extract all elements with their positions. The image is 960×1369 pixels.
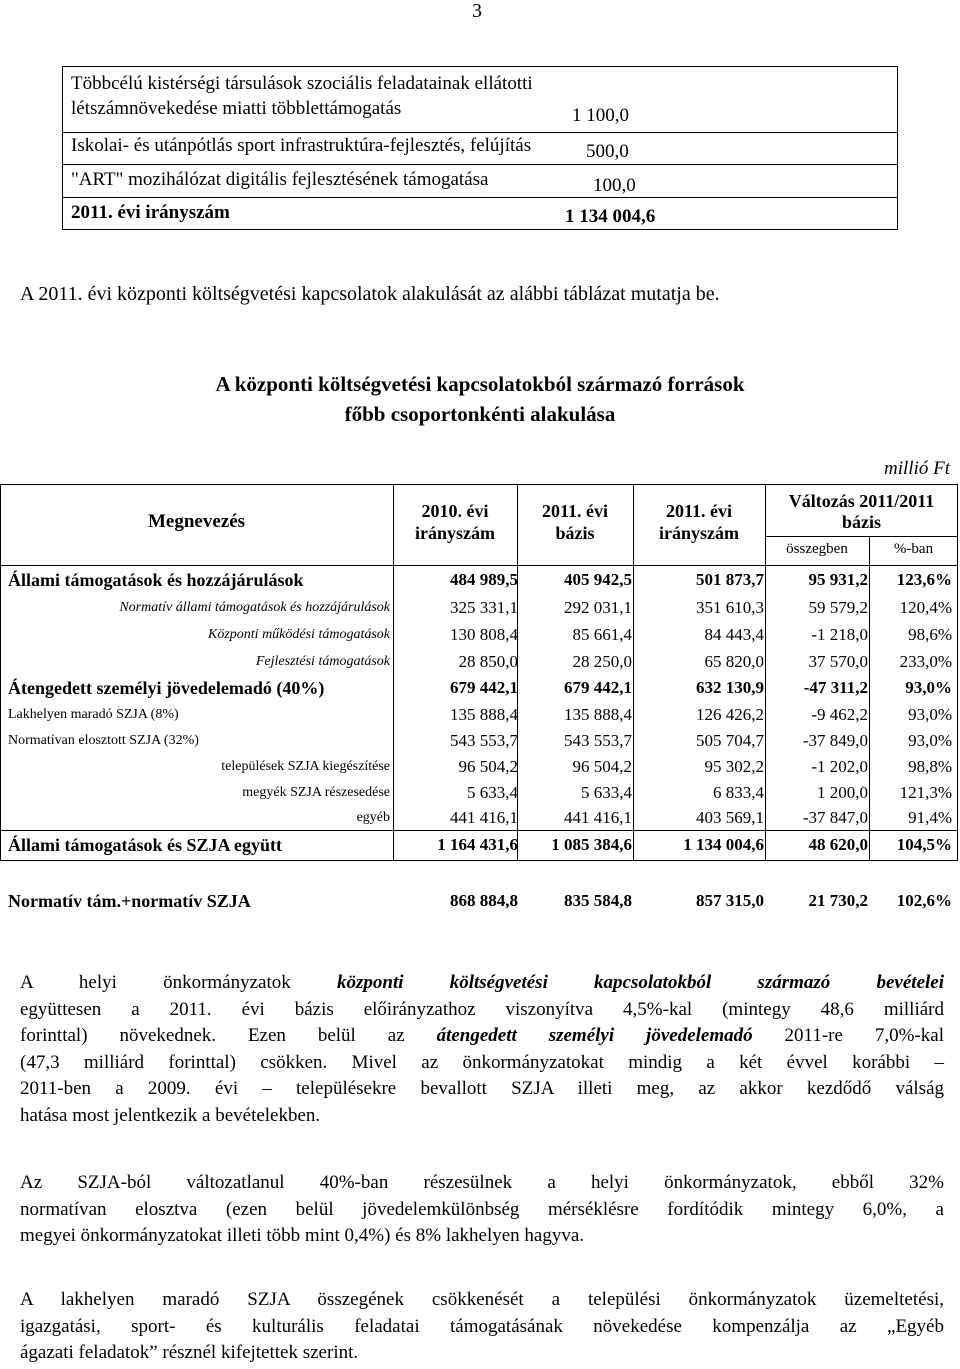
table-row bbox=[0, 705, 960, 731]
table-row bbox=[0, 570, 960, 596]
paragraph-line: együttesen a 2011. évi bázis előirányzathoz viszonyítva 4,5%-kal (mintegy 48,6 milliárd bbox=[20, 998, 944, 1020]
row-name: települések SZJA kiegészítése bbox=[221, 759, 390, 774]
cell: -9 462,2 bbox=[811, 705, 868, 724]
header-change-line1: Változás 2011/2011 bbox=[788, 491, 935, 511]
cell: 292 031,1 bbox=[564, 598, 632, 617]
row-name: Normatívan elosztott SZJA (32%) bbox=[8, 733, 199, 748]
cell: 65 820,0 bbox=[704, 652, 764, 671]
summary-row-label: létszámnövekedése miatti többlettámogatás bbox=[71, 98, 402, 119]
cell: -1 202,0 bbox=[811, 757, 868, 776]
cell: 6 833,4 bbox=[713, 783, 764, 802]
header-col2-line1: 2011. évi bbox=[542, 501, 608, 521]
cell: 93,0% bbox=[908, 705, 952, 724]
paragraph-line: megyei önkormányzatokat illeti több mint 0,4%) és 8% lakhelyen hagyva. bbox=[20, 1225, 585, 1246]
cell: 91,4% bbox=[908, 808, 952, 827]
cell: 98,6% bbox=[908, 625, 952, 644]
cell: 98,8% bbox=[908, 757, 952, 776]
cell: 405 942,5 bbox=[564, 570, 632, 589]
cell: 403 569,1 bbox=[696, 808, 764, 827]
cell: 59 579,2 bbox=[808, 598, 868, 617]
cell: 130 808,4 bbox=[450, 625, 518, 644]
cell: -37 849,0 bbox=[802, 731, 868, 750]
cell: 233,0% bbox=[899, 652, 952, 671]
summary-row-1 bbox=[63, 73, 897, 133]
normativ-row bbox=[0, 891, 960, 917]
row-name: Normatív állami támogatások és hozzájárulások bbox=[119, 600, 390, 615]
paragraph-2 bbox=[20, 1170, 944, 1250]
summary-row-value: 1 100,0 bbox=[572, 105, 629, 126]
page-number: 3 bbox=[472, 0, 482, 22]
summary-row-2 bbox=[63, 135, 897, 161]
header-change-pct: %-ban bbox=[893, 541, 934, 557]
cell: 5 633,4 bbox=[581, 783, 632, 802]
cell: 48 620,0 bbox=[808, 835, 868, 854]
text-run: 2011-re 7,0%-kal bbox=[752, 1025, 944, 1046]
table-row bbox=[0, 652, 960, 678]
cell: 93,0% bbox=[905, 678, 952, 697]
cell: 84 443,4 bbox=[704, 625, 764, 644]
paragraph-line: hatása most jelentkezik a bevételekben. bbox=[20, 1104, 321, 1126]
paragraph-1 bbox=[20, 970, 944, 1129]
row-name: Központi működési támogatások bbox=[208, 627, 390, 642]
paragraph-line: (47,3 milliárd forinttal) csökken. Mivel az önkormányzatokat mindig a két évvel korábbi – bbox=[20, 1051, 944, 1073]
cell: 543 553,7 bbox=[564, 731, 632, 750]
table-row bbox=[0, 598, 960, 624]
text-run: A helyi önkormányzatok bbox=[20, 972, 337, 993]
summary-row-value: 100,0 bbox=[593, 175, 636, 196]
cell: 95 931,2 bbox=[808, 570, 868, 589]
emphasis-text: központi költségvetési kapcsolatokból származó bevételei bbox=[336, 972, 944, 993]
paragraph-line: A lakhelyen maradó SZJA összegének csökkenését a települési önkormányzatok üzemeltetési, bbox=[20, 1289, 944, 1310]
row-name: Állami támogatások és SZJA együtt bbox=[8, 835, 282, 855]
cell: -47 311,2 bbox=[803, 678, 868, 697]
cell: 95 302,2 bbox=[704, 757, 764, 776]
row-name: Fejlesztési támogatások bbox=[255, 654, 390, 669]
cell: 543 553,7 bbox=[450, 731, 518, 750]
cell: 123,6% bbox=[896, 570, 952, 589]
header-col3-line1: 2011. évi bbox=[666, 501, 732, 521]
cell: 93,0% bbox=[908, 731, 952, 750]
table-row bbox=[0, 783, 960, 809]
cell: 501 873,7 bbox=[696, 570, 764, 589]
table-row bbox=[0, 625, 960, 651]
cell: 96 504,2 bbox=[458, 757, 518, 776]
unit-label: millió Ft bbox=[884, 458, 950, 479]
summary-row-label: Iskolai- és utánpótlás sport infrastruktúra-fejlesztés, felújítás bbox=[71, 135, 532, 156]
cell: 126 426,2 bbox=[696, 705, 764, 724]
cell: 85 661,4 bbox=[572, 625, 632, 644]
cell: 104,5% bbox=[896, 835, 952, 854]
intro-text: A 2011. évi központi költségvetési kapcsolatok alakulását az alábbi táblázat mutatja be. bbox=[20, 283, 720, 305]
row-name: megyék SZJA részesedése bbox=[242, 785, 390, 800]
paragraph-line: ágazati feladatok” résznél kifejtettek szerint. bbox=[20, 1342, 359, 1363]
table-row bbox=[0, 678, 960, 704]
cell: 96 504,2 bbox=[572, 757, 632, 776]
cell: 102,6% bbox=[896, 891, 952, 910]
paragraph-line: Az SZJA-ból változatlanul 40%-ban részesülnek a helyi önkormányzatok, ebből 32% bbox=[20, 1172, 944, 1193]
row-name: Lakhelyen maradó SZJA (8%) bbox=[8, 707, 179, 722]
cell: 441 416,1 bbox=[450, 808, 518, 827]
table-title-line2: főbb csoportonkénti alakulása bbox=[344, 402, 616, 426]
cell: 679 442,1 bbox=[564, 678, 632, 697]
header-col1-line1: 2010. évi bbox=[421, 501, 489, 521]
cell: 135 888,4 bbox=[564, 705, 632, 724]
summary-row-label: Többcélú kistérségi társulások szociális feladatainak ellátotti bbox=[71, 73, 533, 94]
header-change-line2: bázis bbox=[841, 512, 881, 532]
cell: 1 134 004,6 bbox=[683, 835, 764, 854]
cell: 121,3% bbox=[899, 783, 952, 802]
summary-row-3 bbox=[63, 169, 897, 195]
paragraph-3 bbox=[20, 1287, 944, 1367]
cell: 868 884,8 bbox=[450, 891, 518, 910]
cell: 1 085 384,6 bbox=[551, 835, 632, 854]
cell: -1 218,0 bbox=[811, 625, 868, 644]
cell: 484 989,5 bbox=[450, 570, 518, 589]
header-col1-line2: irányszám bbox=[415, 523, 495, 543]
cell: 1 164 431,6 bbox=[437, 835, 518, 854]
paragraph-line: igazgatási, sport- és kulturális feladatai támogatásának növekedése kompenzálja az „Egyéb bbox=[20, 1315, 944, 1337]
cell: 135 888,4 bbox=[450, 705, 518, 724]
row-name: Normatív tám.+normatív SZJA bbox=[8, 891, 251, 911]
cell: 37 570,0 bbox=[808, 652, 868, 671]
text-run: forinttal) növekednek. Ezen belül az bbox=[20, 1025, 437, 1046]
row-name: Átengedett személyi jövedelemadó (40%) bbox=[8, 678, 325, 698]
cell: 835 584,8 bbox=[564, 891, 632, 910]
emphasis-text: átengedett személyi jövedelemadó bbox=[436, 1025, 753, 1046]
header-name: Megnevezés bbox=[147, 511, 246, 532]
summary-row-value: 500,0 bbox=[586, 141, 629, 162]
summary-table bbox=[62, 66, 898, 230]
table-title-line1: A központi költségvetési kapcsolatokból származó források bbox=[215, 372, 745, 396]
header-change-sum: összegben bbox=[786, 541, 848, 557]
cell: 632 130,9 bbox=[696, 678, 764, 697]
paragraph-line bbox=[20, 970, 944, 997]
cell: 325 331,1 bbox=[450, 598, 518, 617]
cell: 505 704,7 bbox=[696, 731, 764, 750]
header-col2-line2: bázis bbox=[555, 523, 595, 543]
summary-row-label: 2011. évi irányszám bbox=[71, 202, 230, 223]
table-row bbox=[0, 808, 960, 834]
table-row bbox=[0, 757, 960, 783]
paragraph-line: 2011-ben a 2009. évi – településekre bevallott SZJA illeti meg, az akkor kezdődő válság bbox=[20, 1078, 944, 1099]
table-row bbox=[0, 731, 960, 757]
summary-row-label: "ART" mozihálózat digitális fejlesztésének támogatása bbox=[71, 169, 489, 190]
cell: 679 442,1 bbox=[450, 678, 518, 697]
cell: 5 633,4 bbox=[467, 783, 518, 802]
row-name: egyéb bbox=[356, 810, 390, 825]
table-row-total bbox=[0, 835, 960, 861]
cell: 351 610,3 bbox=[696, 598, 764, 617]
cell: 1 200,0 bbox=[817, 783, 868, 802]
cell: 28 250,0 bbox=[572, 652, 632, 671]
cell: 120,4% bbox=[899, 598, 952, 617]
cell: 28 850,0 bbox=[458, 652, 518, 671]
summary-row-value: 1 134 004,6 bbox=[565, 206, 656, 227]
cell: -37 847,0 bbox=[802, 808, 868, 827]
cell: 857 315,0 bbox=[696, 891, 764, 910]
header-col3-line2: irányszám bbox=[659, 523, 739, 543]
paragraph-line: normatívan elosztva (ezen belül jövedelemkülönbség mérséklésre fordítódik mintegy 6,0%, a bbox=[20, 1198, 944, 1220]
paragraph-line bbox=[20, 1023, 944, 1050]
row-name: Állami támogatások és hozzájárulások bbox=[8, 570, 304, 590]
cell: 441 416,1 bbox=[564, 808, 632, 827]
cell: 21 730,2 bbox=[808, 891, 868, 910]
summary-row-4 bbox=[63, 202, 897, 228]
